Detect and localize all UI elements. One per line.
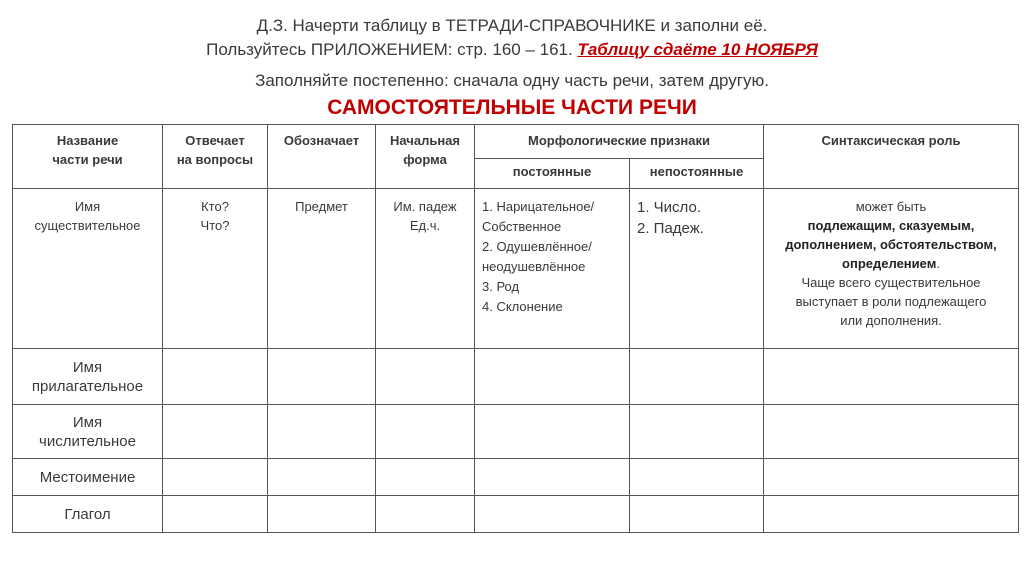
empty-cell <box>268 496 376 533</box>
instruction-line-3: Заполняйте постепенно: сначала одну часть речи, затем другую. <box>255 71 769 90</box>
header-initial-form: Начальная форма <box>376 125 475 189</box>
header-denotes: Обозначает <box>268 125 376 189</box>
list-item: 2. Одушевлённое/ <box>482 239 592 254</box>
table-row-verb <box>13 496 1019 533</box>
header-constant: постоянные <box>475 159 630 189</box>
empty-cell <box>268 405 376 459</box>
header-morphology: Морфологические признаки <box>475 125 764 159</box>
noun-constant-features <box>475 189 630 349</box>
header-questions: Отвечает на вопросы <box>163 125 268 189</box>
noun-variable-features <box>630 189 764 349</box>
list-item: 3. Род <box>482 279 520 294</box>
empty-cell <box>376 496 475 533</box>
empty-cell <box>630 496 764 533</box>
empty-cell <box>764 459 1019 496</box>
noun-syntax-role: может быть подлежащим, сказуемым, дополнением, обстоятельством, определением. Чаще всего существительное выступает в роли подлежащего или дополнения. <box>764 189 1019 349</box>
empty-cell <box>764 349 1019 405</box>
page-title: САМОСТОЯТЕЛЬНЫЕ ЧАСТИ РЕЧИ <box>327 96 697 119</box>
empty-cell <box>268 349 376 405</box>
empty-cell <box>163 405 268 459</box>
empty-cell <box>268 459 376 496</box>
parts-of-speech-table <box>12 124 1019 533</box>
list-item: Собственное <box>482 219 562 234</box>
list-item: 2. Падеж. <box>637 220 704 237</box>
empty-cell <box>376 349 475 405</box>
list-item: 1. Число. <box>637 199 701 216</box>
empty-cell <box>475 496 630 533</box>
empty-cell <box>764 496 1019 533</box>
noun-denotes: Предмет <box>268 189 376 349</box>
numeral-name: Имя числительное <box>13 405 163 459</box>
empty-cell <box>475 405 630 459</box>
adjective-name: Имя прилагательное <box>13 349 163 405</box>
list-item: 1. Нарицательное/ <box>482 199 595 214</box>
noun-name: Имя существительное <box>13 189 163 349</box>
empty-cell <box>376 459 475 496</box>
noun-initial-form: Им. падеж Ед.ч. <box>376 189 475 349</box>
empty-cell <box>630 405 764 459</box>
header-variable: непостоянные <box>630 159 764 189</box>
empty-cell <box>630 459 764 496</box>
instruction-line-2 <box>0 40 1024 60</box>
noun-questions: Кто? Что? <box>163 189 268 349</box>
pronoun-name: Местоимение <box>13 459 163 496</box>
empty-cell <box>630 349 764 405</box>
empty-cell <box>163 459 268 496</box>
deadline-text: Таблицу сдаёте 10 НОЯБРЯ <box>577 40 818 59</box>
header-name: Название части речи <box>13 125 163 189</box>
empty-cell <box>475 349 630 405</box>
table-row-noun <box>13 189 1019 349</box>
empty-cell <box>376 405 475 459</box>
instruction-pages: Пользуйтесь ПРИЛОЖЕНИЕМ: стр. 160 – 161. <box>206 40 578 59</box>
header-syntax: Синтаксическая роль <box>764 125 1019 189</box>
table-row-pronoun <box>13 459 1019 496</box>
list-item: неодушевлённое <box>482 259 586 274</box>
table-row-numeral <box>13 405 1019 459</box>
verb-name: Глагол <box>13 496 163 533</box>
header-row <box>13 125 1019 159</box>
empty-cell <box>163 349 268 405</box>
list-item: 4. Склонение <box>482 299 563 314</box>
instruction-line-1: Д.З. Начерти таблицу в ТЕТРАДИ-СПРАВОЧНИКЕ и заполни её. <box>256 16 768 35</box>
empty-cell <box>764 405 1019 459</box>
table-row-adjective <box>13 349 1019 405</box>
empty-cell <box>475 459 630 496</box>
empty-cell <box>163 496 268 533</box>
